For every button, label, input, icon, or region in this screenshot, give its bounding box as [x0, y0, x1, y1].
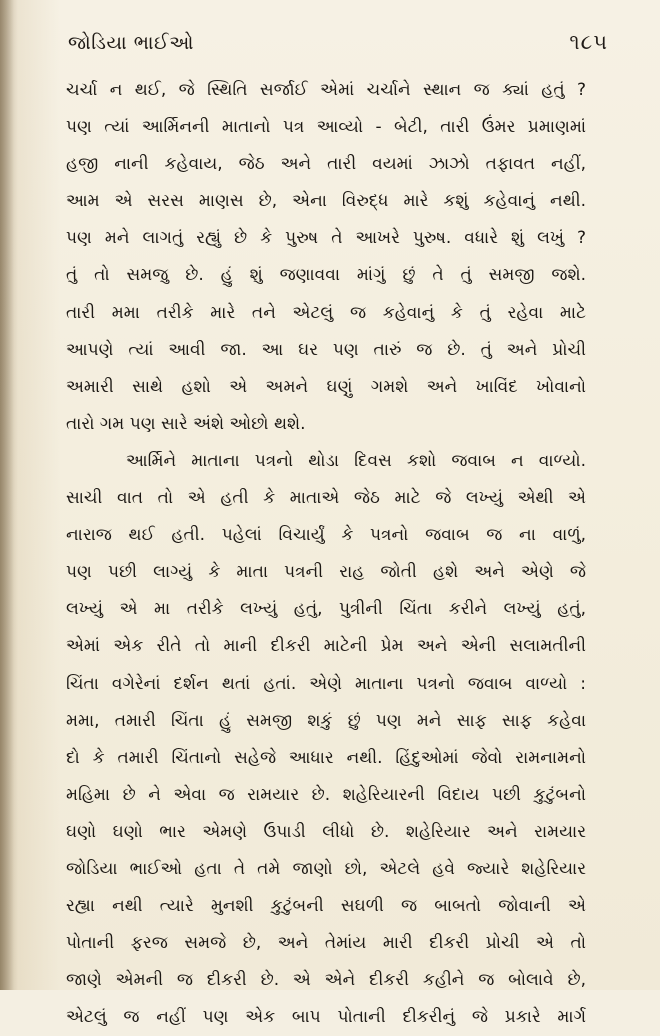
text-line: તું તો સમજુ છે. હું શું જણાવવા માંગું છું તે તું સમજી જશે. [66, 265, 586, 286]
text-line: મમા, તમારી ચિંતા હું સમજી શકું છું પણ મને સાફ સાફ કહેવા [66, 710, 586, 731]
running-title: જોડિયા ભાઈઓ [68, 32, 194, 54]
binding-shadow [0, 0, 14, 990]
text-line: પોતાની ફરજ સમજે છે, અને તેમાંય મારી દીકરી પ્રોચી એ તો [66, 933, 586, 954]
body-text [66, 72, 586, 1036]
text-line: ચિંતા વગેરેનાં દર્શન થતાં હતાં. એણે માતાના પત્રનો જવાબ વાળ્યો : [66, 673, 586, 694]
text-line: નારાજ થઈ હતી. પહેલાં વિચાર્યું કે પત્રનો જવાબ જ ના વાળું, [66, 525, 586, 546]
text-line: આમ એ સરસ માણસ છે, એના વિરુદ્ધ મારે કશું કહેવાનું નથી. [66, 191, 586, 212]
text-line: એટલું જ નહીં પણ એક બાપ પોતાની દીકરીનું જે પ્રકારે માર્ગ [66, 1007, 586, 1028]
text-line: એમાં એક રીતે તો માની દીકરી માટેની પ્રેમ અને એની સલામતીની [66, 636, 586, 657]
running-header [68, 30, 608, 64]
text-line: દો કે તમારી ચિંતાનો સહેજે આધાર નથી. હિંદુઓમાં જેવો રામનામનો [66, 747, 586, 768]
text-line: રહ્યા નથી ત્યારે મુનશી કુટુંબની સઘળી જ બાબતો જોવાની એ [66, 896, 586, 917]
text-line: પણ મને લાગતું રહ્યું છે કે પુરુષ તે આખરે પુરુષ. વધારે શું લખું ? [66, 228, 586, 249]
text-line: લખ્યું એ મા તરીકે લખ્યું હતું, પુત્રીની ચિંતા કરીને લખ્યું હતું, [66, 599, 586, 620]
text-line: ચર્ચા ન થઈ, જે સ્થિતિ સર્જાઈ એમાં ચર્ચાને સ્થાન જ ક્યાં હતું ? [66, 80, 586, 100]
text-line: તારી મમા તરીકે મારે તને એટલું જ કહેવાનું કે તું રહેવા માટે [66, 302, 586, 323]
text-line: જોડિયા ભાઈઓ હતા તે તમે જાણો છો, એટલે હવે જ્યારે શહેરિયાર [66, 858, 586, 879]
text-line: પણ ત્યાં આર્મિનની માતાનો પત્ર આવ્યો - બેટી, તારી ઉંમર પ્રમાણમાં [66, 117, 586, 138]
text-line: આર્મિને માતાના પત્રનો થોડા દિવસ કશો જવાબ ન વાળ્યો. [126, 450, 586, 471]
text-line: પણ પછી લાગ્યું કે માતા પત્રની રાહ જોતી હશે અને એણે જે [66, 562, 586, 583]
text-line: આપણે ત્યાં આવી જા. આ ઘર પણ તારું જ છે. તું અને પ્રોચી [66, 339, 586, 360]
text-line: અમારી સાથે હશો એ અમને ઘણું ગમશે અને ખાવિંદ ખોવાનો [66, 376, 586, 397]
text-line: ઘણો ઘણો ભાર એમણે ઉપાડી લીધો છે. શહેરિયાર અને રામયાર [66, 821, 586, 842]
text-line: મહિમા છે ને એવા જ રામયાર છે. શહેરિયારની વિદાય પછી કુટુંબનો [66, 784, 586, 805]
text-line: હજી નાની કહેવાય, જેઠ અને તારી વયમાં ઝાઝો તફાવત નહીં, [66, 154, 586, 175]
text-line: જાણે એમની જ દીકરી છે. એ એને દીકરી કહીને જ બોલાવે છે, [66, 970, 586, 991]
text-line: સાચી વાત તો એ હતી કે માતાએ જેઠ માટે જે લખ્યું એથી એ [66, 488, 586, 509]
page-number: ૧૮૫ [569, 30, 608, 54]
text-line: તારો ગમ પણ સારે અંશે ઓછો થશે. [66, 413, 306, 434]
